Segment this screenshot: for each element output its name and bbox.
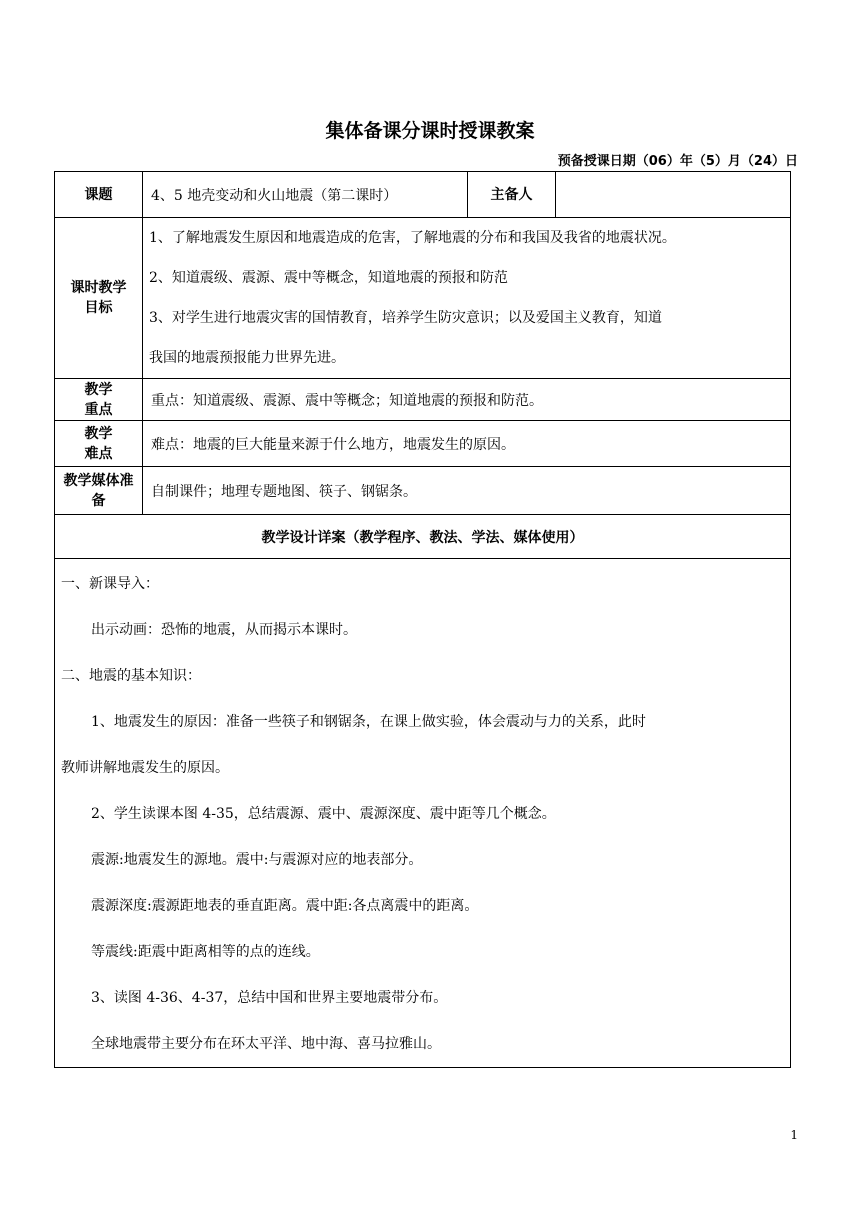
difficulties-row (55, 421, 791, 467)
goals-row (55, 218, 791, 379)
topic-label: 课题 (55, 172, 143, 218)
key-points-value: 重点：知道震级、震源、震中等概念；知道地震的预报和防范。 (143, 379, 791, 421)
design-line: 教师讲解地震发生的原因。 (61, 760, 229, 776)
design-line: 3、读图 4-36、4-37，总结中国和世界主要地震带分布。 (91, 990, 448, 1006)
lead-value (556, 172, 791, 218)
document-title: 集体备课分课时授课教案 (325, 120, 535, 142)
difficulties-value: 难点：地震的巨大能量来源于什么地方，地震发生的原因。 (143, 421, 791, 467)
design-line: 1、地震发生的原因：准备一些筷子和钢锯条，在课上做实验，体会震动与力的关系，此时 (91, 714, 646, 730)
design-line: 出示动画：恐怖的地震，从而揭示本课时。 (91, 622, 357, 638)
lead-label: 主备人 (468, 172, 556, 218)
date-line: 预备授课日期（06）年（5）月（24）日 (557, 154, 798, 169)
lesson-plan-table (54, 171, 791, 1068)
page-number: 1 (790, 1128, 798, 1142)
goals-content (143, 218, 791, 379)
design-line: 等震线:距震中距离相等的点的连线。 (91, 944, 320, 960)
goal-line: 1、了解地震发生原因和地震造成的危害，了解地震的分布和我国及我省的地震状况。 (149, 230, 676, 246)
design-line: 2、学生读课本图 4-35，总结震源、震中、震源深度、震中距等几个概念。 (91, 806, 556, 822)
goal-line: 我国的地震预报能力世界先进。 (149, 350, 345, 366)
media-label (55, 467, 143, 515)
media-row (55, 467, 791, 515)
media-label-text: 教学媒体准备 (63, 472, 134, 509)
key-points-row (55, 379, 791, 421)
design-line: 震源深度:震源距地表的垂直距离。震中距:各点离震中的距离。 (91, 898, 479, 914)
design-line: 二、地震的基本知识： (61, 668, 201, 684)
design-body (55, 559, 791, 1068)
media-value: 自制课件；地理专题地图、筷子、钢锯条。 (143, 467, 791, 515)
goal-line: 2、知道震级、震源、震中等概念，知道地震的预报和防范 (149, 270, 508, 286)
design-line: 一、新课导入： (61, 576, 159, 592)
key-points-label-text: 教学重点 (84, 381, 113, 418)
design-heading: 教学设计详案（教学程序、教法、学法、媒体使用） (55, 515, 791, 559)
design-line: 全球地震带主要分布在环太平洋、地中海、喜马拉雅山。 (91, 1036, 441, 1052)
difficulties-label (55, 421, 143, 467)
design-body-row (55, 559, 791, 1068)
goals-label (55, 218, 143, 379)
design-line: 震源:地震发生的源地。震中:与震源对应的地表部分。 (91, 852, 423, 868)
goal-line: 3、对学生进行地震灾害的国情教育，培养学生防灾意识；以及爱国主义教育，知道 (149, 310, 662, 326)
key-points-label (55, 379, 143, 421)
topic-row (55, 172, 791, 218)
goals-label-text: 课时教学目标 (70, 280, 127, 316)
design-heading-row (55, 515, 791, 559)
difficulties-label-text: 教学难点 (84, 425, 113, 462)
topic-value: 4、5 地壳变动和火山地震（第二课时） (143, 172, 468, 218)
